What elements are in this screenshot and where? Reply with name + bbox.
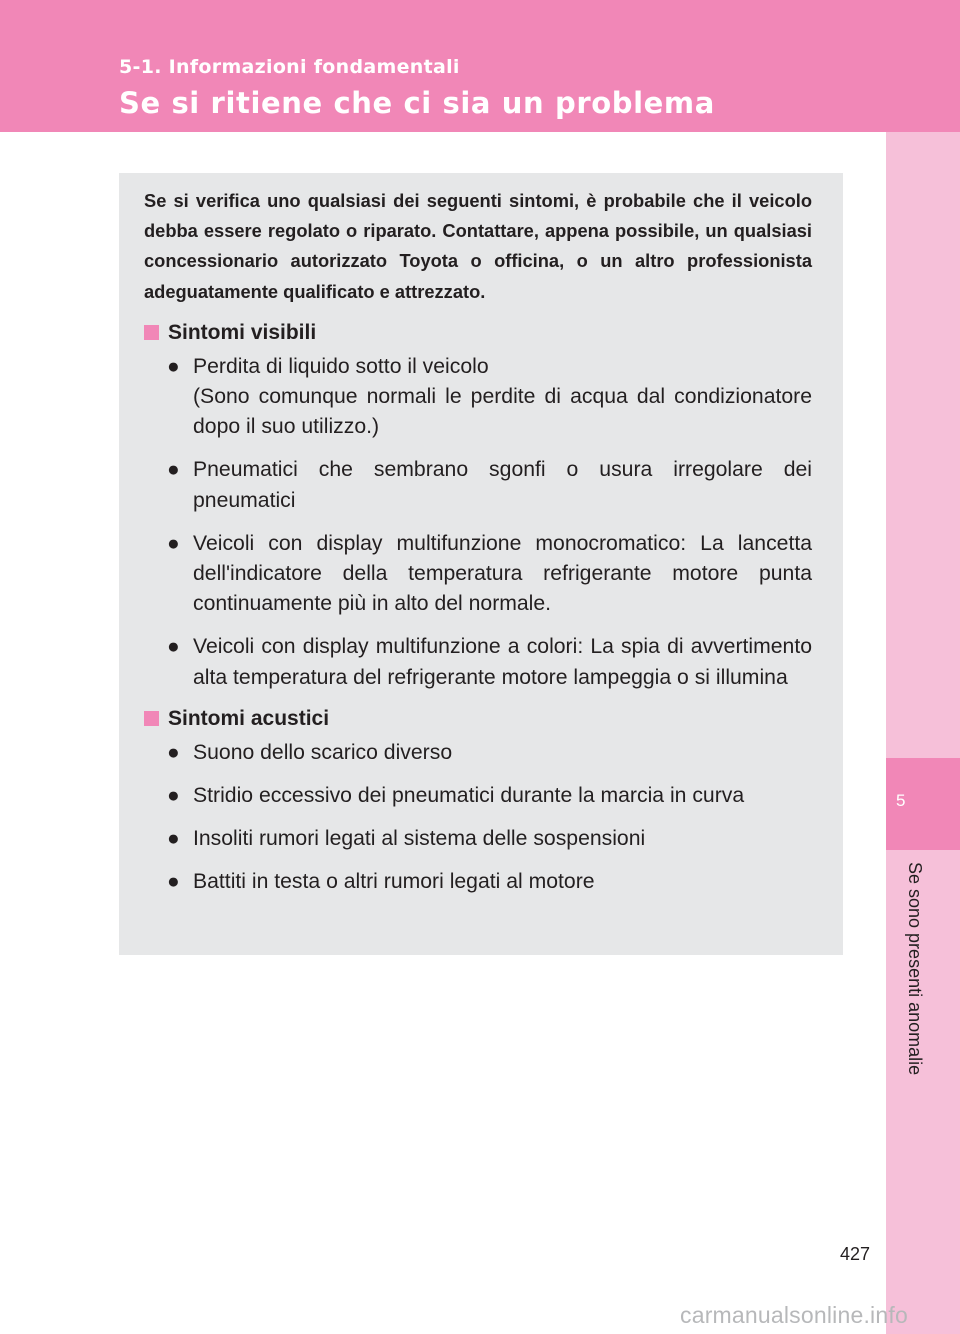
- square-bullet-icon: [144, 711, 159, 726]
- list-item: [144, 455, 812, 515]
- list-item-note: (Sono comunque normali le perdite di acqua dal condizionatore dopo il suo utilizzo.): [193, 385, 812, 439]
- page-title: Se si ritiene che ci sia un problema: [119, 86, 715, 120]
- square-bullet-icon: [144, 325, 159, 340]
- page-number: 427: [840, 1244, 871, 1264]
- bullet-dot-icon: ●: [167, 870, 180, 894]
- list-item-text: Perdita di liquido sotto il veicolo: [193, 354, 489, 378]
- section-heading: [144, 704, 812, 734]
- intro-paragraph: Se si verifica uno qualsiasi dei seguenti sintomi, è probabile che il veicolo debba essere regolato o riparato. Contattare, appena possibile, un qualsiasi concessionario autorizzato Toyota o officina, o un altro professionista adeguatamente qualificato e attrezzato.: [144, 190, 812, 302]
- section-heading-label: Sintomi acustici: [168, 706, 330, 730]
- list-item-text: Insoliti rumori legati al sistema delle sospensioni: [193, 827, 646, 851]
- side-chapter-number: 5: [896, 791, 906, 810]
- list-item: [144, 352, 812, 443]
- list-item-text: Battiti in testa o altri rumori legati al motore: [193, 870, 595, 894]
- section-label: 5-1. Informazioni fondamentali: [119, 56, 460, 78]
- list-item-text: Veicoli con display multifunzione monocromatico: La lancetta dell'indicatore della temperatura refrigerante motore punta continuamente più in alto del normale.: [193, 531, 812, 616]
- list-item: [144, 632, 812, 692]
- content-box: [119, 173, 843, 955]
- bullet-dot-icon: ●: [167, 740, 180, 764]
- bullet-dot-icon: ●: [167, 531, 180, 555]
- list-item-text: Stridio eccessivo dei pneumatici durante la marcia in curva: [193, 784, 745, 808]
- section-heading-label: Sintomi visibili: [168, 320, 317, 344]
- list-item-text: Suono dello scarico diverso: [193, 740, 453, 764]
- bullet-dot-icon: ●: [167, 354, 180, 378]
- section-heading: [144, 318, 812, 348]
- list-item: [144, 781, 812, 811]
- list-item: [144, 824, 812, 854]
- bullet-dot-icon: ●: [167, 635, 180, 659]
- list-item-text: Veicoli con display multifunzione a colori: La spia di avvertimento alta temperatura del refrigerante motore lampeggia o si illumina: [193, 635, 812, 689]
- watermark: carmanualsonline.info: [680, 1302, 908, 1328]
- bullet-dot-icon: ●: [167, 784, 180, 808]
- side-chapter-title: Se sono presenti anomalie: [905, 862, 925, 1076]
- list-item: [144, 529, 812, 620]
- bullet-dot-icon: ●: [167, 458, 180, 482]
- list-item: [144, 867, 812, 897]
- bullet-dot-icon: ●: [167, 827, 180, 851]
- list-item: [144, 738, 812, 768]
- side-tab: [886, 132, 960, 1334]
- list-item-text: Pneumatici che sembrano sgonfi o usura irregolare dei pneumatici: [193, 458, 812, 512]
- page-header: [0, 0, 960, 132]
